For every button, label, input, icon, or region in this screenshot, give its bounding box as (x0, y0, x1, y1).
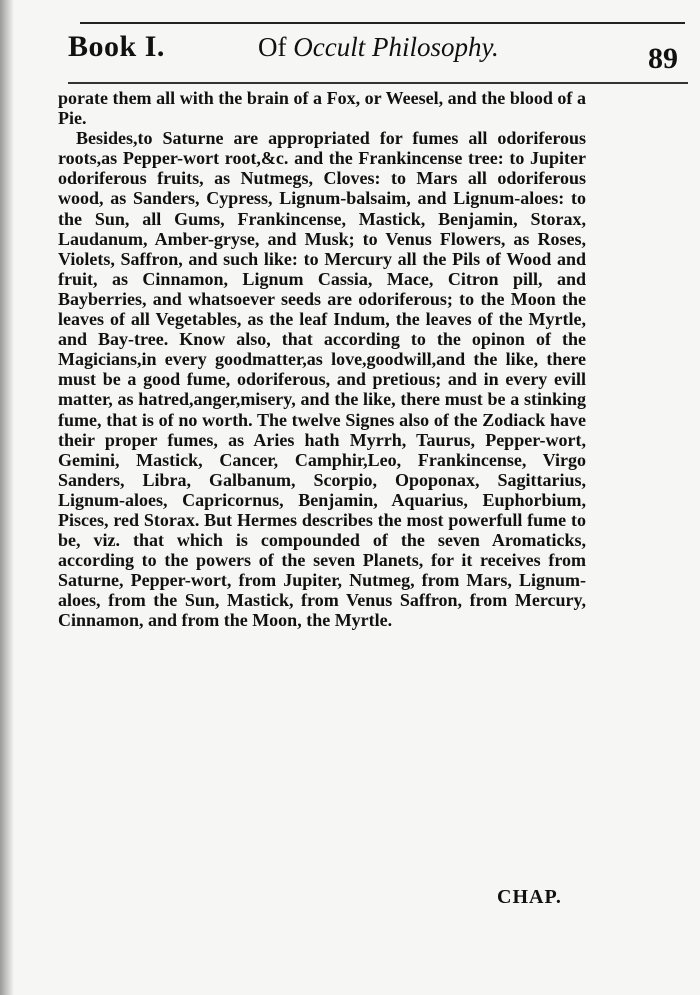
top-rule (80, 22, 685, 24)
catchword: CHAP. (497, 886, 562, 908)
paragraph-2: Besides,to Saturne are appropriated for fumes all odoriferous roots,as Pepper-wort root,&c. and the Frankincense tree: to Jupiter odoriferous fruits, as Nutmegs, Cloves: to Mars all odoriferous wood, as Sanders, Cypress, Lignum-balsaim, and Lignum-aloes: to the Sun, all Gums, Frankincense, Mastick, Benjamin, Storax, Laudanum, Amber-gryse, and Musk; to Venus Flowers, as Roses, Violets, Saffron, and such like: to Mercury all the Pils of Wood and fruit, as Cinnamon, Lignum Cassia, Mace, Citron pill, and Bayberries, and whatsoever seeds are odoriferous; to the Moon the leaves of all Vegetables, as the leaf Indum, the leaves of the Myrtle, and Bay-tree. Know also, that according to the opinon of the Magicians,in every goodmatter,as love,goodwill,and the like, there must be a good fume, odoriferous, and pretious; and in every evill matter, as hatred,anger,misery, and the like, there must be a stinking fume, that is of no worth. The twelve Signes also of the Zodiack have their proper fumes, as Aries hath Myrrh, Taurus, Pepper-wort, Gemini, Mastick, Cancer, Camphir,Leo, Frankincense, Virgo Sanders, Libra, Galbanum, Scorpio, Opoponax, Sagittarius, Lignum-aloes, Capricornus, Benjamin, Aquarius, Euphorbium, Pisces, red Storax. But Hermes describes the most powerfull fume to be, viz. that which is compounded of the seven Aromaticks, according to the powers of the seven Planets, for it receives from Saturne, Pepper-wort, from Jupiter, Nutmeg, from Mars, Lignum-aloes, from the Sun, Mastick, from Venus Saffron, from Mercury, Cinnamon, and from the Moon, the Myrtle. (58, 128, 586, 631)
page-edge-shadow (0, 0, 14, 995)
paragraph-1: porate them all with the brain of a Fox, or Weesel, and the blood of a Pie. (58, 88, 586, 129)
page-header (68, 30, 678, 80)
running-title-left: Book I. (68, 30, 165, 63)
header-rule (68, 82, 688, 84)
running-title-italic: Occult Philosophy. (293, 32, 499, 62)
running-title-prefix: Of (258, 32, 294, 62)
page-number: 89 (648, 42, 678, 75)
running-title-center (258, 32, 499, 63)
body-text (58, 88, 586, 631)
